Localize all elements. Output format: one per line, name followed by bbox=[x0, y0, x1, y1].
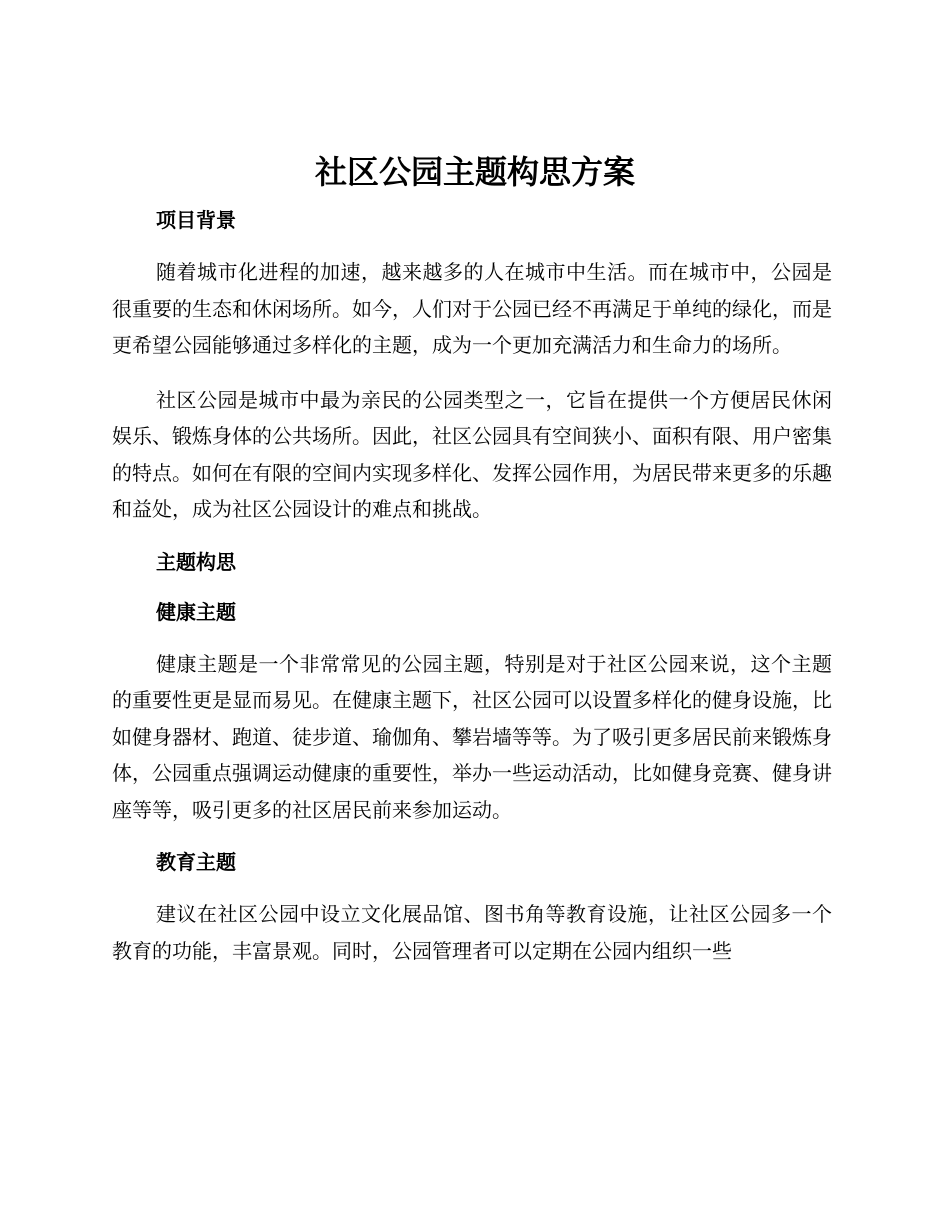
section-heading-background: 项目背景 bbox=[156, 208, 236, 232]
paragraph-background-1: 随着城市化进程的加速，越来越多的人在城市中生活。而在城市中，公园是很重要的生态和休闲场所。如今，人们对于公园已经不再满足于单纯的绿化，而是更希望公园能够通过多样化的主题，成为一个更加充满活力和生命力的场所。 bbox=[112, 260, 832, 357]
paragraph-health-theme: 健康主题是一个非常常见的公园主题，特别是对于社区公园来说，这个主题的重要性更是显而易见。在健康主题下，社区公园可以设置多样化的健身设施，比如健身器材、跑道、徒步道、瑜伽角、攀岩墙等等。为了吸引更多居民前来锻炼身体，公园重点强调运动健康的重要性，举办一些运动活动，比如健身竞赛、健身讲座等等，吸引更多的社区居民前来参加运动。 bbox=[112, 651, 832, 822]
paragraph-education-theme: 建议在社区公园中设立文化展品馆、图书角等教育设施，让社区公园多一个教育的功能，丰富景观。同时，公园管理者可以定期在公园内组织一些 bbox=[112, 902, 832, 963]
section-heading-health-theme: 健康主题 bbox=[156, 599, 236, 624]
document-title: 社区公园主题构思方案 bbox=[314, 153, 635, 191]
section-heading-education-theme: 教育主题 bbox=[156, 850, 236, 874]
section-heading-theme-concept: 主题构思 bbox=[156, 549, 236, 574]
paragraph-background-2: 社区公园是城市中最为亲民的公园类型之一，它旨在提供一个方便居民休闲娱乐、锻炼身体的公共场所。因此，社区公园具有空间狭小、面积有限、用户密集的特点。如何在有限的空间内实现多样化、发挥公园作用，为居民带来更多的乐趣和益处，成为社区公园设计的难点和挑战。 bbox=[112, 387, 832, 521]
document-body bbox=[112, 204, 832, 987]
